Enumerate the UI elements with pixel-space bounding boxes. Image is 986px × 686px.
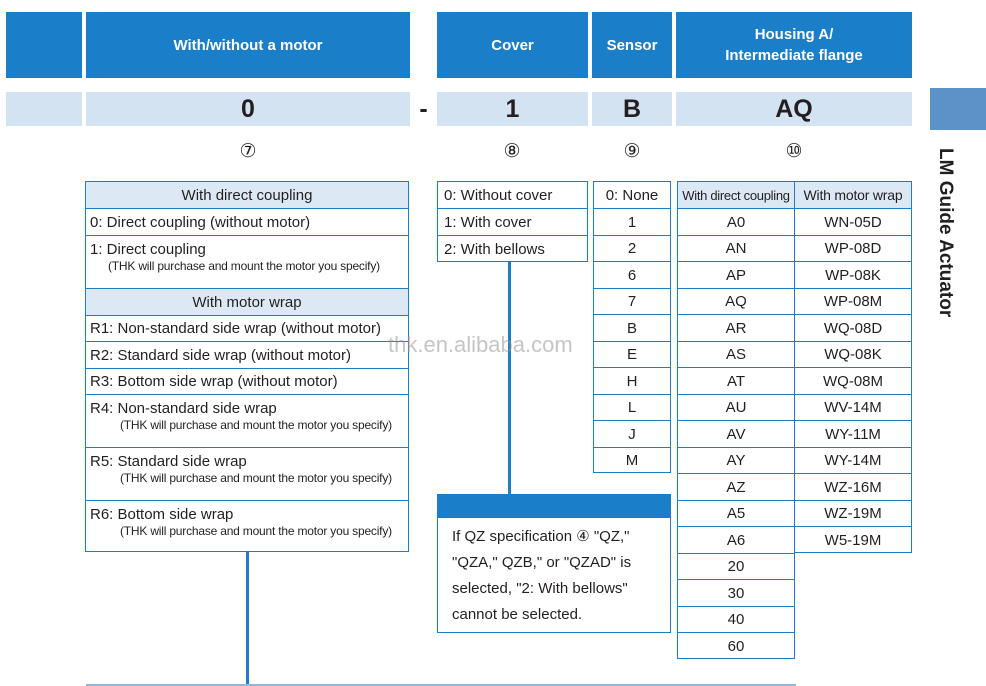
item-number-10: ⑩ bbox=[785, 141, 803, 162]
side-tab-marker bbox=[930, 88, 986, 130]
header-motor: With/without a motor bbox=[86, 12, 410, 78]
motor-row-r5-note: (THK will purchase and mount the motor you specify) bbox=[120, 471, 392, 485]
housing-wrap-wy-14m: WY-14M bbox=[795, 447, 911, 473]
motor-row-0: 0: Direct coupling (without motor) bbox=[86, 208, 408, 235]
sensor-row-h: H bbox=[594, 367, 670, 394]
housing-direct-a5: A5 bbox=[678, 500, 794, 526]
housing-direct-an: AN bbox=[678, 235, 794, 261]
housing-wrap-w5-19m: W5-19M bbox=[795, 526, 911, 553]
motor-row-r1: R1: Non-standard side wrap (without motor) bbox=[86, 315, 408, 341]
motor-row-r6-label: R6: Bottom side wrap bbox=[90, 506, 234, 523]
motor-row-r5-label: R5: Standard side wrap bbox=[90, 453, 247, 470]
code-sensor: B bbox=[592, 92, 672, 126]
housing-wrap-wv-14m: WV-14M bbox=[795, 394, 911, 420]
sensor-row-2: 2 bbox=[594, 235, 670, 261]
motor-wrap-header: With motor wrap bbox=[86, 288, 408, 315]
motor-row-1-note: (THK will purchase and mount the motor you specify) bbox=[108, 259, 380, 273]
housing-direct-aq: AQ bbox=[678, 288, 794, 314]
note-box-header bbox=[438, 495, 670, 518]
housing-direct-ay: AY bbox=[678, 447, 794, 473]
motor-table bbox=[85, 181, 409, 552]
housing-wrap-wq-08k: WQ-08K bbox=[795, 341, 911, 367]
cover-connector-line bbox=[508, 262, 511, 494]
motor-row-r4-note: (THK will purchase and mount the motor you specify) bbox=[120, 418, 392, 432]
housing-direct-av: AV bbox=[678, 420, 794, 447]
motor-row-1 bbox=[86, 235, 408, 288]
motor-row-r5 bbox=[86, 447, 408, 500]
housing-direct-at: AT bbox=[678, 367, 794, 394]
housing-wrap-table bbox=[794, 181, 912, 553]
housing-direct-20: 20 bbox=[678, 553, 794, 579]
item-number-7: ⑦ bbox=[239, 141, 257, 162]
cover-row-1: 1: With cover bbox=[438, 208, 587, 235]
housing-direct-az: AZ bbox=[678, 473, 794, 500]
housing-direct-a0: A0 bbox=[678, 208, 794, 235]
housing-direct-a6: A6 bbox=[678, 526, 794, 553]
sensor-row-m: M bbox=[594, 447, 670, 473]
housing-direct-ar: AR bbox=[678, 314, 794, 341]
motor-row-r2: R2: Standard side wrap (without motor) bbox=[86, 341, 408, 368]
sensor-row-j: J bbox=[594, 420, 670, 447]
housing-direct-header: With direct coupling bbox=[678, 182, 794, 208]
housing-wrap-header: With motor wrap bbox=[795, 182, 911, 208]
housing-wrap-wp-08m: WP-08M bbox=[795, 288, 911, 314]
note-box bbox=[437, 494, 671, 633]
motor-row-r3: R3: Bottom side wrap (without motor) bbox=[86, 368, 408, 394]
item-number-9: ⑨ bbox=[623, 141, 641, 162]
housing-direct-as: AS bbox=[678, 341, 794, 367]
housing-wrap-wp-08k: WP-08K bbox=[795, 261, 911, 288]
sensor-table bbox=[593, 181, 671, 473]
housing-wrap-wq-08m: WQ-08M bbox=[795, 367, 911, 394]
housing-wrap-wz-16m: WZ-16M bbox=[795, 473, 911, 500]
motor-connector-line bbox=[246, 552, 249, 686]
housing-wrap-wz-19m: WZ-19M bbox=[795, 500, 911, 526]
housing-wrap-wp-08d: WP-08D bbox=[795, 235, 911, 261]
housing-direct-ap: AP bbox=[678, 261, 794, 288]
sensor-row-b: B bbox=[594, 314, 670, 341]
code-cover: 1 bbox=[437, 92, 588, 126]
sensor-row-0: 0: None bbox=[605, 186, 659, 204]
code-dash: - bbox=[419, 94, 428, 123]
watermark: thk.en.alibaba.com bbox=[388, 332, 573, 357]
header-housing bbox=[676, 12, 912, 78]
header-sensor: Sensor bbox=[592, 12, 672, 78]
sensor-row-e: E bbox=[594, 341, 670, 367]
item-number-8: ⑧ bbox=[503, 141, 521, 162]
motor-row-r6 bbox=[86, 500, 408, 552]
housing-direct-40: 40 bbox=[678, 606, 794, 632]
note-text: If QZ specification ④ "QZ," "QZA," QZB," or "QZAD" is selected, "2: With bellows" cannot be selected. bbox=[452, 528, 632, 623]
motor-row-r4 bbox=[86, 394, 408, 447]
sensor-row-7: 7 bbox=[594, 288, 670, 314]
motor-row-1-label: 1: Direct coupling bbox=[90, 241, 206, 258]
header-housing-label: Housing A/ Intermediate flange bbox=[725, 26, 863, 64]
cover-row-0: 0: Without cover bbox=[444, 186, 553, 204]
housing-direct-60: 60 bbox=[678, 632, 794, 659]
housing-wrap-wn-05d: WN-05D bbox=[795, 208, 911, 235]
sensor-row-6: 6 bbox=[594, 261, 670, 288]
housing-wrap-wq-08d: WQ-08D bbox=[795, 314, 911, 341]
sensor-row-1: 1 bbox=[594, 208, 670, 235]
sensor-row-l: L bbox=[594, 394, 670, 420]
motor-direct-header: With direct coupling bbox=[86, 182, 408, 208]
housing-direct-30: 30 bbox=[678, 579, 794, 606]
housing-wrap-wy-11m: WY-11M bbox=[795, 420, 911, 447]
housing-direct-table bbox=[677, 181, 795, 659]
cover-table bbox=[437, 181, 588, 262]
header-cover: Cover bbox=[437, 12, 588, 78]
code-left-blank bbox=[6, 92, 82, 126]
side-tab bbox=[930, 140, 960, 340]
code-housing: AQ bbox=[676, 92, 912, 126]
cover-row-2: 2: With bellows bbox=[438, 235, 587, 262]
header-left-blank bbox=[6, 12, 82, 78]
motor-row-r4-label: R4: Non-standard side wrap bbox=[90, 400, 277, 417]
housing-direct-au: AU bbox=[678, 394, 794, 420]
motor-row-r6-note: (THK will purchase and mount the motor you specify) bbox=[120, 524, 392, 538]
side-tab-label: LM Guide Actuator bbox=[935, 148, 956, 318]
code-motor: 0 bbox=[86, 92, 410, 126]
